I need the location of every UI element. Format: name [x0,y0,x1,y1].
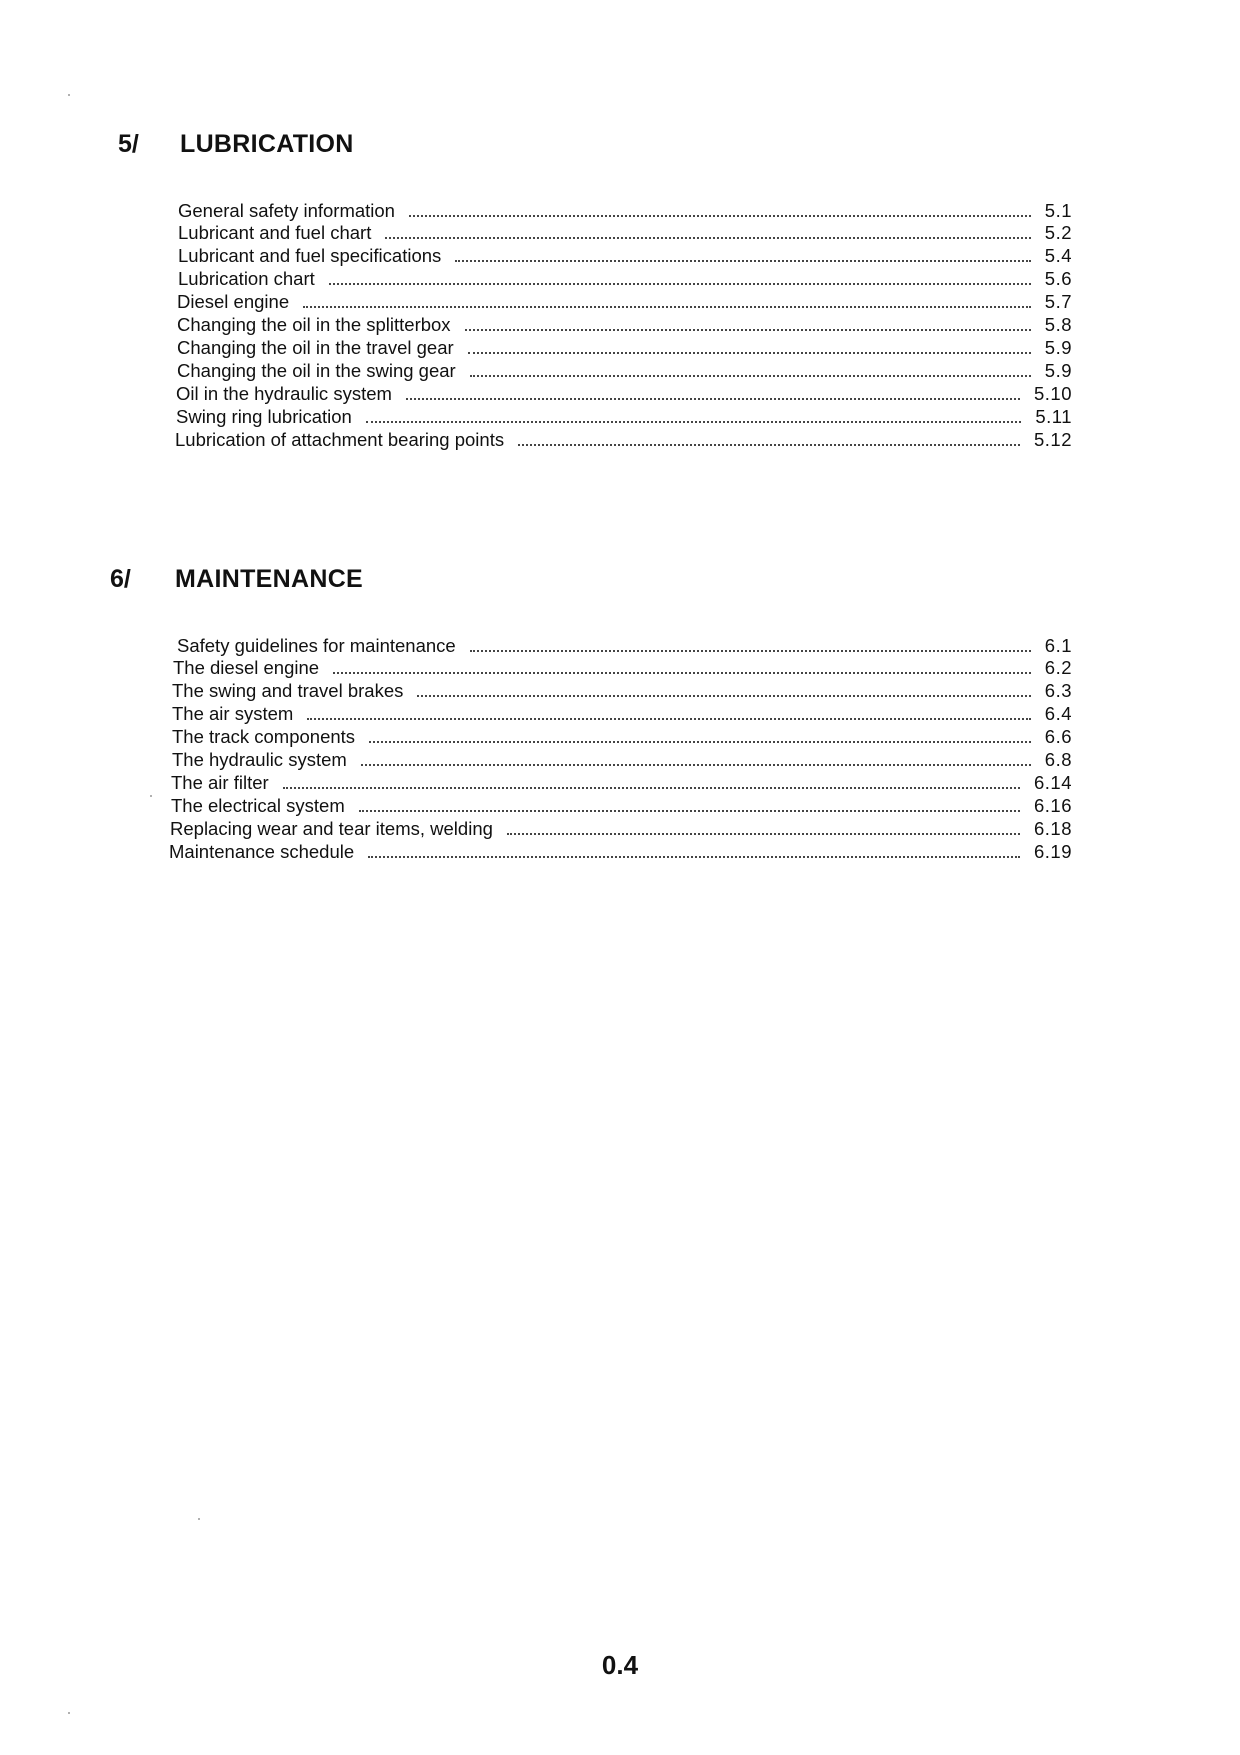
toc-entry-label: Replacing wear and tear items, welding [170,818,493,839]
dot-leader [303,306,1031,308]
toc-entry-label: Lubrication of attachment bearing points [175,429,505,450]
toc-entry-page: 5.1 [1044,200,1072,221]
toc-entry-label: Lubricant and fuel specifications [178,245,442,266]
section-number: 5/ [118,130,139,158]
dot-leader [518,444,1020,446]
toc-entry-label: The diesel engine [173,657,320,678]
toc-entry-label: Changing the oil in the travel gear [177,337,454,358]
toc-entry[interactable] [177,360,1072,382]
toc-entry-page: 5.12 [1033,429,1072,450]
toc-entry-page: 6.3 [1044,680,1072,701]
toc-entry[interactable] [172,749,1072,771]
dot-leader [283,787,1020,789]
section-title: MAINTENANCE [175,565,364,593]
toc-entry-label: The hydraulic system [172,749,347,770]
dot-leader [468,352,1031,354]
toc-entry-page: 6.14 [1033,772,1072,793]
toc-entry-page: 6.19 [1033,841,1072,862]
toc-entry[interactable] [175,429,1072,451]
toc-entry-page: 5.11 [1035,406,1072,427]
toc-entry-label: The track components [172,726,356,747]
toc-entry-label: Safety guidelines for maintenance [177,635,456,656]
page-number: 0.4 [601,1650,639,1680]
toc-entry-page: 5.10 [1033,383,1072,404]
dot-leader [307,718,1030,720]
toc-entry-label: Diesel engine [177,291,290,312]
toc-entry[interactable] [178,268,1072,290]
dot-leader [385,237,1030,239]
toc-entry-page: 6.1 [1044,635,1072,656]
toc-entry[interactable] [171,795,1072,817]
toc-entry[interactable] [177,337,1072,359]
scan-speck [198,1518,200,1520]
toc-entry-page: 6.2 [1044,657,1072,678]
toc-entry-label: Changing the oil in the splitterbox [177,314,451,335]
dot-leader [361,764,1031,766]
scan-speck [150,795,152,797]
toc-entry[interactable] [178,200,1072,222]
toc-entry-label: Lubricant and fuel chart [178,222,372,243]
toc-entry[interactable] [172,703,1072,725]
dot-leader [359,810,1020,812]
toc-entry-label: The swing and travel brakes [172,680,404,701]
toc-entry[interactable] [178,245,1072,267]
toc-entry-page: 6.8 [1044,749,1072,770]
toc-entry-page: 6.16 [1033,795,1072,816]
toc-entry[interactable] [172,726,1072,748]
toc-entry-label: Lubrication chart [178,268,315,289]
dot-leader [368,856,1020,858]
toc-entry-page: 6.4 [1044,703,1072,724]
section-maintenance [0,565,1240,862]
dot-leader [507,833,1020,835]
dot-leader [329,283,1031,285]
toc-entry[interactable] [173,657,1072,679]
dot-leader [455,260,1031,262]
toc-entry[interactable] [170,818,1072,840]
toc-entry-page: 5.2 [1044,222,1072,243]
toc-entry[interactable] [176,383,1072,405]
toc-entry-page: 6.18 [1033,818,1072,839]
section-lubrication [0,130,1240,450]
dot-leader [409,215,1031,217]
section-heading [0,565,1240,605]
toc-entry-page: 6.6 [1044,726,1072,747]
toc-entry-page: 5.8 [1044,314,1072,335]
dot-leader [333,672,1031,674]
section-heading [0,130,1240,170]
toc-entry-page: 5.7 [1044,291,1072,312]
toc-entry-page: 5.6 [1044,268,1072,289]
toc-entry[interactable] [178,222,1072,244]
dot-leader [406,398,1020,400]
toc-entry-label: The electrical system [171,795,345,816]
section-number: 6/ [110,565,131,593]
toc-entry-label: Changing the oil in the swing gear [177,360,456,381]
dot-leader [465,329,1031,331]
toc-entry[interactable] [172,680,1072,702]
toc-entry-label: The air system [172,703,294,724]
toc-entry-label: Maintenance schedule [169,841,355,862]
dot-leader [369,741,1031,743]
scan-speck [68,1712,70,1714]
dot-leader [470,375,1031,377]
toc-entry[interactable] [169,841,1072,863]
toc-entry-page: 5.4 [1044,245,1072,266]
scan-speck [68,94,70,96]
toc-entry-label: Oil in the hydraulic system [176,383,392,404]
toc-entry[interactable] [177,314,1072,336]
toc-entry-label: General safety information [178,200,395,221]
toc-entry-page: 5.9 [1044,337,1072,358]
toc-entry[interactable] [171,772,1072,794]
toc-entry[interactable] [176,406,1072,428]
toc-entry-page: 5.9 [1044,360,1072,381]
toc-entry[interactable] [177,291,1072,313]
section-title: LUBRICATION [180,130,354,158]
toc-entry[interactable] [177,635,1072,657]
dot-leader [366,421,1022,423]
toc-entry-label: Swing ring lubrication [176,406,352,427]
dot-leader [417,695,1030,697]
dot-leader [470,650,1031,652]
toc-entry-label: The air filter [171,772,269,793]
